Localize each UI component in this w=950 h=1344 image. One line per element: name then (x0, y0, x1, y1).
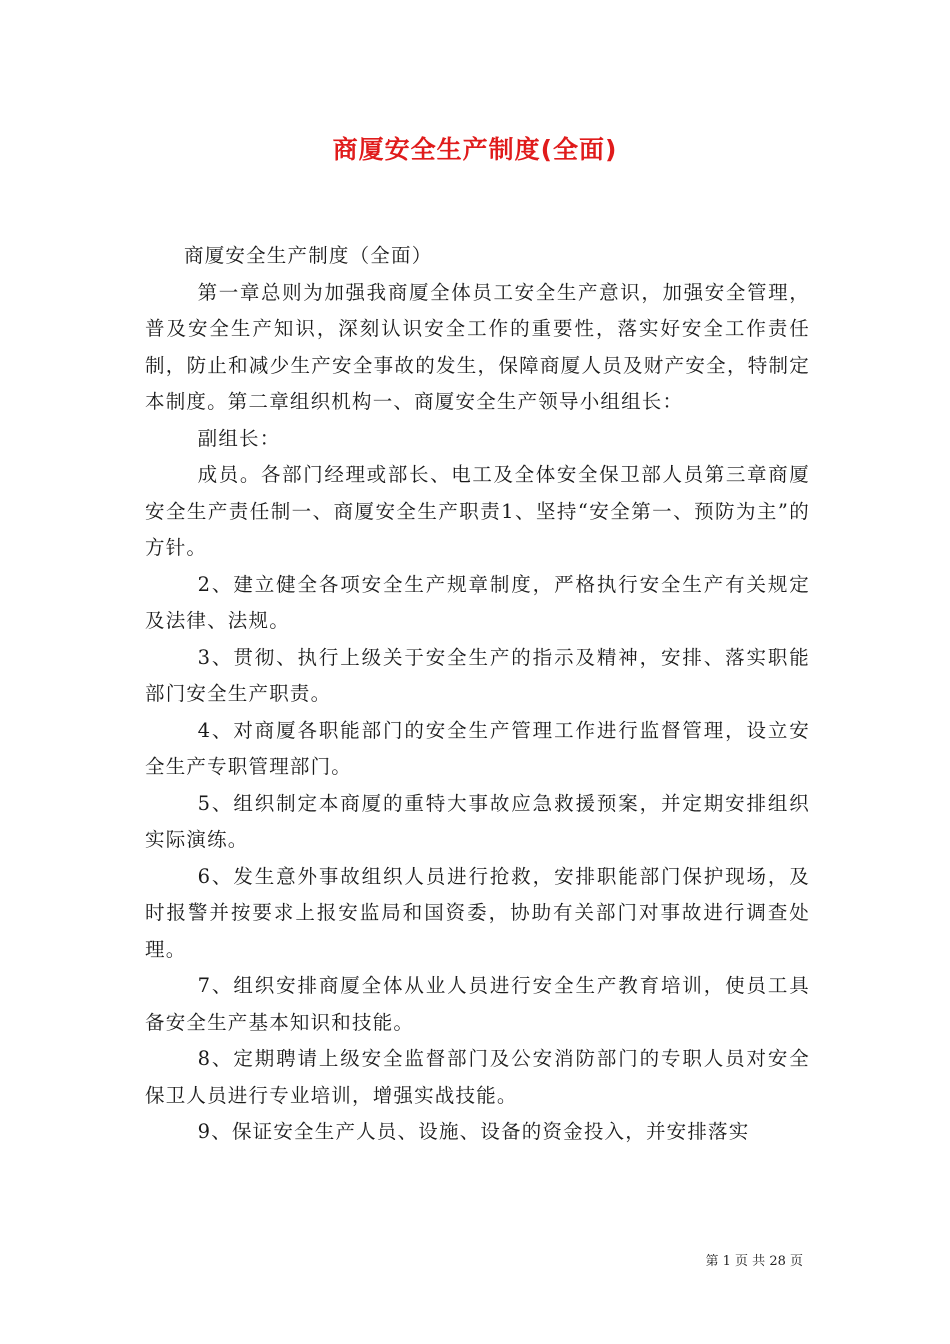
document-subtitle: 商厦安全生产制度（全面） (184, 244, 433, 267)
page-number: 第 1 页 共 28 页 (705, 1254, 803, 1269)
paragraph-7: 5、组织制定本商厦的重特大事故应急救援预案，并定期安排组织实际演练。 (145, 791, 810, 851)
paragraph-5: 3、贯彻、执行上级关于安全生产的指示及精神，安排、落实职能部门安全生产职责。 (145, 645, 810, 705)
paragraph-9: 7、组织安排商厦全体从业人员进行安全生产教育培训，使员工具备安全生产基本知识和技能。 (145, 974, 810, 1034)
paragraph-1: 第一章总则为加强我商厦全体员工安全生产意识，加强安全管理，普及安全生产知识，深刻认识安全工作的重要性，落实好安全工作责任制，防止和减少生产安全事故的发生，保障商厦人员及财产安全，特制定本制度。第二章组织机构一、商厦安全生产领导小组组长： (145, 280, 810, 413)
paragraph-10: 8、定期聘请上级安全监督部门及公安消防部门的专职人员对安全保卫人员进行专业培训，增强实战技能。 (145, 1047, 810, 1107)
document-title: 商厦安全生产制度(全面) (332, 135, 618, 164)
document-body (145, 238, 810, 1151)
paragraph-11: 9、保证安全生产人员、设施、设备的资金投入，并安排落实 (197, 1120, 750, 1143)
paragraph-6: 4、对商厦各职能部门的安全生产管理工作进行监督管理，设立安全生产专职管理部门。 (145, 718, 810, 778)
paragraph-8: 6、发生意外事故组织人员进行抢救，安排职能部门保护现场，及时报警并按要求上报安监局和国资委，协助有关部门对事故进行调查处理。 (145, 864, 810, 961)
paragraph-4: 2、建立健全各项安全生产规章制度，严格执行安全生产有关规定及法律、法规。 (145, 572, 810, 632)
paragraph-3: 成员。各部门经理或部长、电工及全体安全保卫部人员第三章商厦安全生产责任制一、商厦安全生产职责1、坚持“安全第一、预防为主”的方针。 (145, 463, 810, 559)
paragraph-2: 副组长： (197, 426, 281, 450)
